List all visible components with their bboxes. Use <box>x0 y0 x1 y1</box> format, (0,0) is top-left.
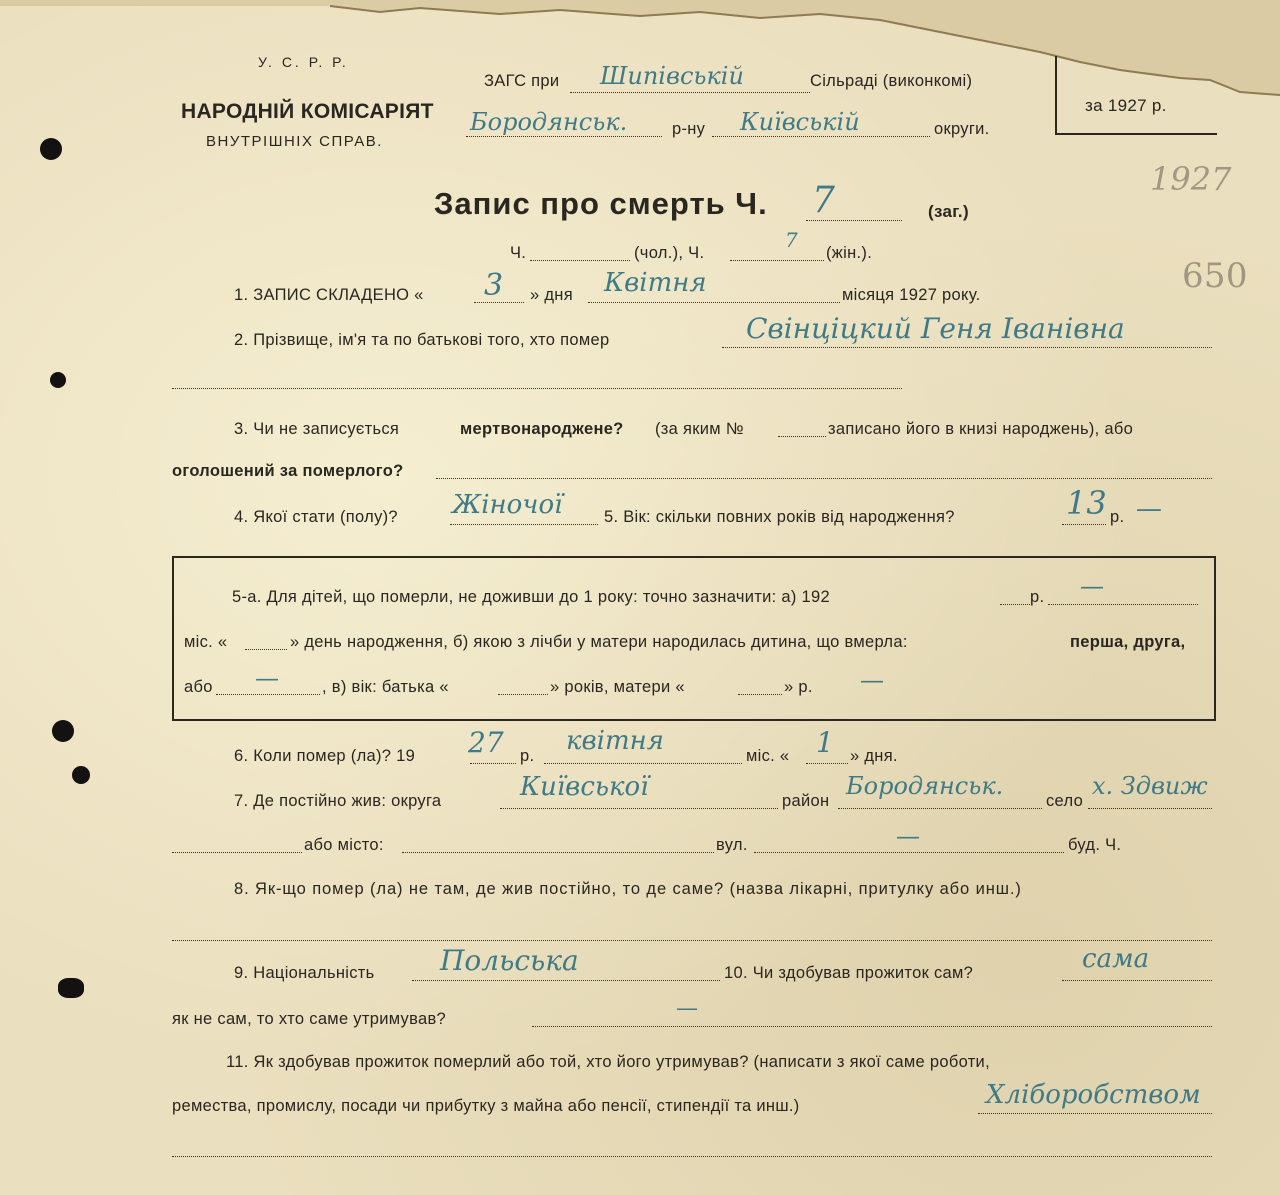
field1-month: Квітня <box>604 268 707 298</box>
field6-month: квітня <box>566 726 664 756</box>
field7-rayon-hw: Бородянськ. <box>846 772 1004 800</box>
field11-line <box>978 1113 1212 1114</box>
council-label: Сільраді (виконкомі) <box>810 72 973 90</box>
field5a-line3c: » років, матери « <box>550 678 685 696</box>
field6-day: 1 <box>816 726 834 759</box>
record-title: Запис про смерть Ч. <box>434 186 768 221</box>
field5a-dash2: — <box>255 664 279 692</box>
district-label: р-ну <box>672 120 706 138</box>
field7-city-line <box>402 852 714 853</box>
field6-year-line <box>470 763 516 764</box>
okrug-handwritten: Київській <box>740 108 860 136</box>
field10-dash: — <box>676 996 698 1021</box>
field11-label: 11. Як здобував прожиток померлий або той, хто його утримував? (написати з якої саме роботи, <box>226 1053 990 1071</box>
field5a-month-line <box>245 649 287 650</box>
field5a-line3a: або <box>184 678 213 696</box>
field9-value: Польська <box>440 944 579 977</box>
sub-male-line <box>530 260 630 261</box>
field8-line <box>172 940 1212 941</box>
field7-selo-line <box>1088 808 1212 809</box>
field7-line2-start <box>172 852 302 853</box>
field5a-line1: 5-а. Для дітей, що померли, не доживши до 1 року: точно зазначити: а) 192 <box>232 588 830 606</box>
field7-okrug: Київської <box>520 772 649 802</box>
zags-handwritten: Шипівській <box>600 62 744 90</box>
field3-rest2: записано його в книзі народжень), або <box>828 420 1134 438</box>
sub-ch1: Ч. <box>510 244 527 262</box>
okrug-label: округи. <box>934 120 990 138</box>
field2-line2 <box>172 388 902 389</box>
field10-label: 10. Чи здобував прожиток сам? <box>724 964 974 982</box>
punch-hole <box>52 720 74 742</box>
field7-line2c: буд. Ч. <box>1068 836 1122 854</box>
field9-label: 9. Національність <box>234 964 375 982</box>
sub-male: (чол.), Ч. <box>634 244 705 262</box>
district-handwritten: Бородянськ. <box>470 108 628 136</box>
field4-label: 4. Якої стати (полу)? <box>234 508 398 526</box>
field6-mis: міс. « <box>746 747 790 765</box>
field1-end: місяця 1927 року. <box>842 286 981 304</box>
field7-line2a: або місто: <box>304 836 384 854</box>
field11-line2: ремества, промислу, посади чи прибутку з майна або пенсії, стипендії та инш.) <box>172 1097 800 1115</box>
field5a-line1-end: р. <box>1030 588 1045 606</box>
sub-female: (жін.). <box>826 244 873 262</box>
punch-hole <box>50 372 66 388</box>
field7-okrug-line <box>500 808 778 809</box>
field10-value: сама <box>1082 944 1150 974</box>
field5-end: р. <box>1110 508 1125 526</box>
field3-num-line <box>778 436 826 437</box>
field6-year: 27 <box>468 726 504 759</box>
district-underline <box>466 136 662 137</box>
sub-female-hw: 7 <box>785 228 798 252</box>
punch-hole <box>58 978 84 998</box>
field5a-year-line <box>1000 604 1030 605</box>
field8-label: 8. Як-що помер (ла) не там, де жив постійно, то де саме? (назва лікарні, притулку або инш.) <box>234 880 1022 898</box>
field5a-dash1: — <box>1080 572 1104 600</box>
field11-line2-underline <box>172 1156 1212 1157</box>
field7-street-line <box>754 852 1064 853</box>
field3-line2-underline <box>436 478 1212 479</box>
field1-month-line <box>588 302 840 303</box>
field3-label: 3. Чи не записується <box>234 420 400 438</box>
stamp-number: 650 <box>1182 256 1248 296</box>
field6-month-line <box>544 763 742 764</box>
field6-r: р. <box>520 747 535 765</box>
field2-line <box>722 347 1212 348</box>
field6-day-line <box>806 763 848 764</box>
record-suffix: (заг.) <box>928 202 969 221</box>
punch-hole <box>40 138 62 160</box>
field7-dash: — <box>896 822 920 850</box>
field5-line <box>1062 524 1106 525</box>
field1-mid: » дня <box>530 286 573 304</box>
field5a-line2a: міс. « <box>184 633 228 651</box>
ministry-title: НАРОДНІЙ КОМІСАРІЯТ <box>181 100 434 123</box>
record-number: 7 <box>812 180 835 221</box>
field4-line <box>450 524 598 525</box>
field4-value: Жіночої <box>452 490 563 520</box>
zags-underline <box>570 92 810 93</box>
field3-line2: оголошений за померлого? <box>172 462 404 480</box>
field5a-line2-bold: перша, друга, <box>1070 633 1186 651</box>
field5a-year-line2 <box>1048 604 1198 605</box>
field1-label: 1. ЗАПИС СКЛАДЕНО « <box>234 286 424 304</box>
republic-label: У. С. Р. Р. <box>258 54 349 70</box>
field2-label: 2. Прізвище, ім'я та по батькові того, хто помер <box>234 331 610 349</box>
punch-hole <box>72 766 90 784</box>
field7-line2b: вул. <box>716 836 748 854</box>
field7-selo-hw: х. Здвиж <box>1092 772 1208 800</box>
field1-day: 3 <box>484 268 504 303</box>
field7-selo: село <box>1046 792 1084 810</box>
field10-line2-underline <box>532 1026 1212 1027</box>
field6-label: 6. Коли помер (ла)? 19 <box>234 747 416 765</box>
field5a-mother-line <box>738 694 782 695</box>
ministry-subtitle: ВНУТРІШНІХ СПРАВ. <box>206 133 383 150</box>
field5a-dash3: — <box>860 666 884 694</box>
field5a-father-line <box>498 694 548 695</box>
field10-line2: як не сам, то хто саме утримував? <box>172 1010 446 1028</box>
field5a-line3d: » р. <box>784 678 813 696</box>
sub-female-line <box>730 260 824 261</box>
field7-rayon: район <box>782 792 830 810</box>
field5a-line3b: , в) вік: батька « <box>322 678 449 696</box>
field6-end: » дня. <box>850 747 898 765</box>
field7-label: 7. Де постійно жив: округа <box>234 792 442 810</box>
field5a-order-line <box>216 694 320 695</box>
field7-rayon-line <box>838 808 1042 809</box>
year-label: за 1927 р. <box>1085 96 1167 115</box>
field3-bold: мертвонароджене? <box>460 420 624 438</box>
field5a-line2b: » день народження, б) якою з лічби у матери народилась дитина, що вмерла: <box>290 633 908 651</box>
field5-dash: — <box>1136 494 1162 524</box>
field11-value: Хліборобством <box>986 1080 1201 1110</box>
field10-line <box>1062 980 1212 981</box>
zags-prefix: ЗАГС при <box>484 72 560 90</box>
field5-value: 13 <box>1066 484 1107 522</box>
field5-label: 5. Вік: скільки повних років від народження? <box>604 508 955 526</box>
field2-value: Свінціцкий Геня Іванівна <box>746 312 1125 345</box>
margin-year: 1927 <box>1150 160 1232 198</box>
field3-rest: (за яким № <box>655 420 744 438</box>
field9-line <box>412 980 720 981</box>
okrug-underline <box>712 136 930 137</box>
